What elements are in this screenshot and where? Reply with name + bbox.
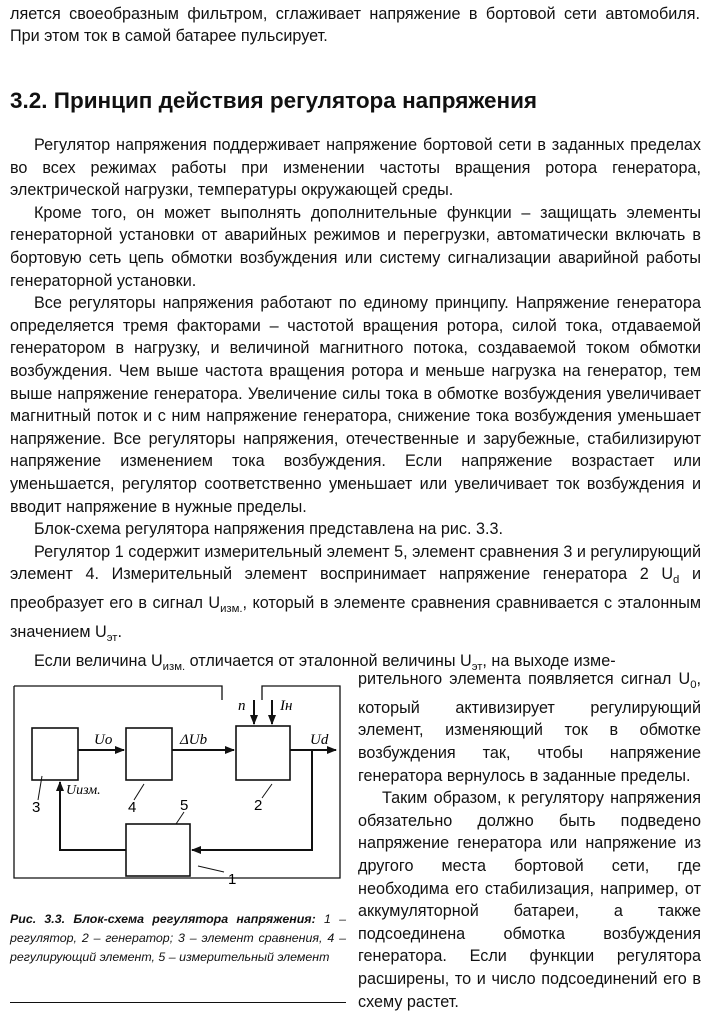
side-column-text xyxy=(358,668,701,1013)
generator-block xyxy=(236,726,290,780)
ud-label: Ud xyxy=(310,732,329,748)
paragraph-4: Блок-схема регулятора напряжения представлена на рис. 3.3. xyxy=(34,520,504,539)
dub-label: ΔUb xyxy=(180,732,208,748)
paragraph-3: Все регуляторы напряжения работают по единому принципу. Напряжение генератора определяется тремя факторами – частотой вращения ротора, силой тока, отдаваемой генератором в нагрузку, и величиной магнитного потока, создаваемой током обмотки возбуждения. Чем выше частота вращения ротора и меньше нагрузка на генератор, тем выше напряжение генератора. Увеличение силы тока в обмотке возбуждения увеличивает магнитный поток и с ним напряжение генератора, снижение тока возбуждения уменьшает напряжение. Все регуляторы напряжения, отечественные и зарубежные, стабилизируют напряжение изменением тока возбуждения. Если напряжение возрастает или уменьшается, регулятор соответственно уменьшает или увеличивает ток возбуждения и вводит напряжение в нужные пределы. xyxy=(10,294,701,516)
ih-label: Iн xyxy=(280,698,293,714)
label-4: 4 xyxy=(128,799,137,816)
caption-divider xyxy=(10,1002,346,1003)
figure-3-3 xyxy=(10,684,350,1014)
label-5: 5 xyxy=(180,797,189,814)
label-3: 3 xyxy=(32,799,41,816)
paragraph-6: Если величина $U_{изм.}$ отличается от эталонной величины $U_{эт}$, на выходе изме- xyxy=(34,651,616,673)
label-1: 1 xyxy=(228,871,237,888)
continued-paragraph: ляется своеобразным фильтром, сглаживает напряжение в бортовой сети автомобиля. При этом ток в самой батарее пульсирует. xyxy=(10,5,700,45)
caption-body: 1 – регулятор, 2 – генератор; 3 – элемент сравнения, 4 – регулирующий элемент, 5 – измерительный элемент xyxy=(10,912,346,964)
regulating-element-block xyxy=(126,728,172,780)
paragraph-2: Кроме того, он может выполнять дополнительные функции – защищать элементы генераторной установки от аварийных режимов и перегрузки, автоматически включать в бортовую сеть цепь обмотки возбуждения или систему сигнализации аварийной работы генераторной установки. xyxy=(10,203,701,290)
block-diagram xyxy=(10,684,344,904)
regulator-outline xyxy=(14,686,222,700)
caption-title: Рис. 3.3. Блок-схема регулятора напряжения: xyxy=(10,912,316,926)
side-paragraph-2: Таким образом, к регулятору напряжения обязательно должно быть подведено напряжение генератора или напряжение из другого места бортовой сети, где необходима его стабилизация, например, от аккумуляторной батареи, а также подсоединена обмотка возбуждения генератора. Если функции регулятора расширены, то и число подсоединений его в схему растет. xyxy=(358,789,701,1011)
uo-label: Uo xyxy=(94,732,113,748)
measuring-element-block xyxy=(126,824,190,876)
paragraph-1: Регулятор напряжения поддерживает напряжение бортовой сети в заданных пределах во всех режимах работы при изменении частоты вращения ротора генератора, электрической нагрузки, температуры окружающей среды. xyxy=(10,136,701,200)
figure-caption xyxy=(10,910,346,967)
main-text xyxy=(10,134,701,679)
comparison-element-block xyxy=(32,728,78,780)
section-heading: 3.2. Принцип действия регулятора напряжения xyxy=(10,88,538,113)
side-paragraph-1: рительного элемента появляется сигнал $U_0$, который активизирует регулирующий элемент, изменяющий ток в обмотке возбуждения так, чтобы напряжение генератора вернулось в заданные пределы. xyxy=(358,670,701,785)
label-2: 2 xyxy=(254,797,263,814)
uizm-label: Uизм. xyxy=(66,783,101,798)
n-label: n xyxy=(238,698,246,714)
paragraph-5: Регулятор 1 содержит измерительный элемент 5, элемент сравнения 3 и регулирующий элемент 4. Измерительный элемент воспринимает напряжение генератора 2 $U_d$ и преобразует его в сигнал $U_{изм.}$, который в элементе сравнения сравнивается с эталонным значением $U_{эт}$. xyxy=(10,542,701,645)
